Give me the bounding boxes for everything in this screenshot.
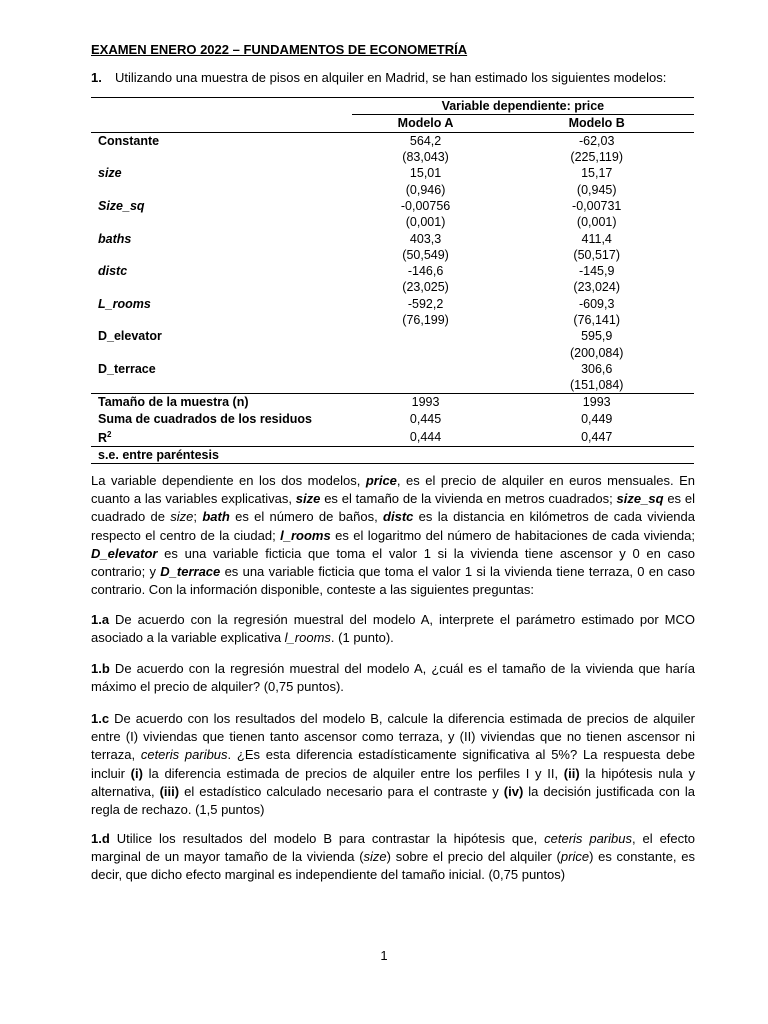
dependent-variable-header: Variable dependiente: price (352, 98, 694, 115)
text: es una variable ficticia que toma el valor 1 si la vivienda tiene terraza, 0 en caso contrario. Con la información disponible, conteste a las siguientes preguntas: (91, 564, 695, 598)
text: , es el precio de alquiler en euros mensuales. En cuanto a las variables explicativas, (91, 473, 696, 507)
se-b: (200,084) (569, 345, 624, 360)
text: , el efecto marginal de un mayor tamaño de la vivienda ( (91, 831, 695, 865)
text: ) sobre el precio del alquiler ( (386, 849, 561, 865)
table-row-se (91, 149, 694, 165)
model-a-header: Modelo A (352, 115, 500, 132)
table-row (91, 165, 694, 181)
stat-a: 0,444 (409, 429, 442, 444)
table-row-se (91, 247, 694, 263)
item-ii: (ii) (563, 765, 580, 781)
table-row (91, 230, 694, 246)
question-1c (91, 710, 695, 819)
table-row-se (91, 344, 694, 360)
var-distc: distc (383, 509, 414, 525)
stat-b: 0,447 (581, 429, 613, 444)
table-header-row (91, 98, 694, 115)
var-price: price (560, 849, 590, 865)
var-size: size (363, 849, 387, 865)
ceteris-paribus: ceteris paribus (140, 747, 228, 763)
table-row (91, 361, 694, 377)
se-b: (0,001) (576, 215, 617, 230)
coef-b: -0,00731 (572, 198, 622, 213)
coef-a: 15,01 (409, 166, 442, 181)
table-row (91, 328, 694, 344)
text: la decisión justificada con la regla de rechazo. (1,5 puntos) (91, 783, 695, 818)
row-label: size (98, 166, 122, 181)
question-label: 1.b (91, 661, 110, 676)
table-row-se (91, 377, 694, 394)
text: . ¿Es esta diferencia estadísticamente significativa al 5%? La respuesta debe incluir (91, 747, 695, 781)
row-label: D_terrace (98, 361, 156, 376)
coef-a: -146,6 (407, 264, 444, 279)
text: . (1 punto). (330, 630, 394, 646)
text: es el cuadrado de (91, 491, 695, 525)
text: La variable dependiente en los dos modelos, (91, 473, 366, 488)
r2-base: R (98, 431, 108, 446)
item-iv: (iv) (503, 783, 524, 799)
se-a: (0,946) (405, 182, 446, 197)
item-iii: (iii) (159, 783, 180, 799)
coef-a (352, 361, 500, 377)
text: el estadístico calculado necesario para el contraste y (179, 783, 504, 799)
var-l-rooms: l_rooms (280, 527, 331, 543)
stats-row-ssr (91, 411, 694, 427)
se-a: (76,199) (402, 313, 449, 327)
row-label: baths (98, 231, 132, 246)
exam-title: EXAMEN ENERO 2022 – FUNDAMENTOS DE ECONOMETRÍA (91, 42, 468, 57)
regression-results-table (91, 97, 694, 464)
coef-b: -609,3 (578, 296, 615, 311)
text: Utilice los resultados del modelo B para contrastar la hipótesis que, (109, 831, 545, 846)
page-number: 1 (380, 948, 388, 963)
var-l-rooms: l_rooms (284, 630, 331, 646)
row-label: distc (98, 264, 128, 279)
stat-label: Suma de cuadrados de los residuos (98, 411, 312, 426)
model-b-header: Modelo B (499, 115, 694, 132)
var-d-terrace: D_terrace (160, 564, 221, 580)
text: De acuerdo con los resultados del modelo B, calcule la diferencia estimada de precios de alquiler entre (I) viviendas que tienen tanto ascensor como terraza, y (II) viviendas que no tienen ascensor ni terraza, (91, 711, 695, 763)
table-row (91, 132, 694, 149)
stat-b: 0,449 (581, 411, 613, 426)
stat-b: 1993 (499, 394, 694, 411)
se-a (352, 377, 500, 394)
stat-label-r2 (91, 427, 352, 447)
var-size: size (295, 491, 321, 507)
se-b: (50,517) (573, 247, 620, 262)
question-1b (91, 660, 695, 696)
stats-row-r2 (91, 427, 694, 447)
table-row (91, 296, 694, 312)
question-1-intro (91, 70, 691, 85)
stat-label: Tamaño de la muestra (n) (91, 394, 352, 411)
r2-sup: 2 (107, 429, 112, 439)
item-i: (i) (130, 765, 143, 781)
stats-row-n (91, 394, 694, 411)
coef-a: -592,2 (407, 296, 444, 311)
se-b: (151,084) (569, 378, 624, 393)
question-intro-text: Utilizando una muestra de pisos en alquiler en Madrid, se han estimado los siguientes modelos: (115, 70, 667, 85)
row-label: L_rooms (98, 296, 151, 311)
table-model-header-row (91, 115, 694, 132)
var-d-elevator: D_elevator (91, 545, 158, 561)
question-number: 1. (91, 70, 102, 85)
table-row (91, 263, 694, 279)
coef-b: -62,03 (578, 133, 615, 148)
question-label: 1.d (91, 831, 110, 846)
question-1d (91, 830, 695, 885)
text: ; (193, 509, 203, 525)
text: De acuerdo con la regresión muestral del modelo A, ¿cuál es el tamaño de la vivienda que haría máximo el precio de alquiler? (0,75 puntos). (91, 661, 695, 695)
question-label: 1.a (91, 612, 110, 627)
var-size-sq: size_sq (616, 491, 664, 507)
table-row-se (91, 279, 694, 295)
text: es el tamaño de la vivienda en metros cuadrados; (320, 491, 617, 507)
table-row (91, 198, 694, 214)
coef-b: 411,4 (581, 231, 612, 246)
se-a: (0,001) (405, 215, 446, 230)
se-a (352, 344, 500, 360)
question-1a (91, 611, 695, 647)
question-label: 1.c (91, 711, 110, 726)
table-row-se (91, 214, 694, 230)
se-b: (76,141) (573, 313, 620, 327)
text: es el logaritmo del número de habitaciones de cada vivienda; (330, 527, 695, 543)
coef-a: 564,2 (409, 133, 442, 148)
stat-a: 0,445 (409, 411, 442, 426)
coef-a: -0,00756 (400, 198, 451, 213)
text: es una variable ficticia que toma el valor 1 si la vivienda tiene ascensor y 0 en caso contrario; y (91, 545, 695, 580)
coef-a (352, 328, 500, 344)
se-b: (23,024) (573, 280, 620, 295)
table-footnote: s.e. entre paréntesis (91, 447, 352, 464)
text: es el número de baños, (229, 509, 384, 525)
coef-a: 403,3 (409, 231, 442, 246)
ceteris-paribus: ceteris paribus (544, 831, 632, 846)
coef-b: 595,9 (581, 329, 613, 344)
var-price: price (365, 473, 397, 488)
coef-b: 15,17 (581, 166, 613, 181)
row-label: Size_sq (98, 198, 145, 213)
se-a: (50,549) (402, 247, 449, 262)
text: De acuerdo con la regresión muestral del modelo A, interprete el parámetro estimado por MCO asociado a la variable explicativa (91, 612, 695, 646)
table-row-se (91, 181, 694, 197)
text: ) es constante, es decir, que dicho efecto marginal es independiente del tamaño inicial. (0,75 puntos) (91, 849, 695, 883)
se-b: (0,945) (576, 182, 617, 197)
variables-description (91, 472, 695, 599)
table-footnote-row (91, 447, 694, 464)
se-a: (23,025) (402, 280, 449, 295)
table-row-se (91, 312, 694, 328)
se-a: (83,043) (402, 150, 449, 165)
se-b: (225,119) (570, 150, 623, 165)
row-label: D_elevator (98, 329, 162, 344)
var-bath: bath (202, 509, 230, 525)
text: la hipótesis nula y alternativa, (91, 765, 695, 799)
var-size-italic: size (170, 509, 194, 525)
stat-a: 1993 (352, 394, 500, 411)
coef-b: 306,6 (581, 361, 613, 376)
coef-b: -145,9 (578, 264, 615, 279)
text: la diferencia estimada de precios de alquiler entre los perfiles I y II, (142, 765, 564, 781)
text: es la distancia en kilómetros de cada vivienda respecto el centro de la ciudad; (91, 509, 695, 543)
row-label: Constante (98, 133, 160, 148)
